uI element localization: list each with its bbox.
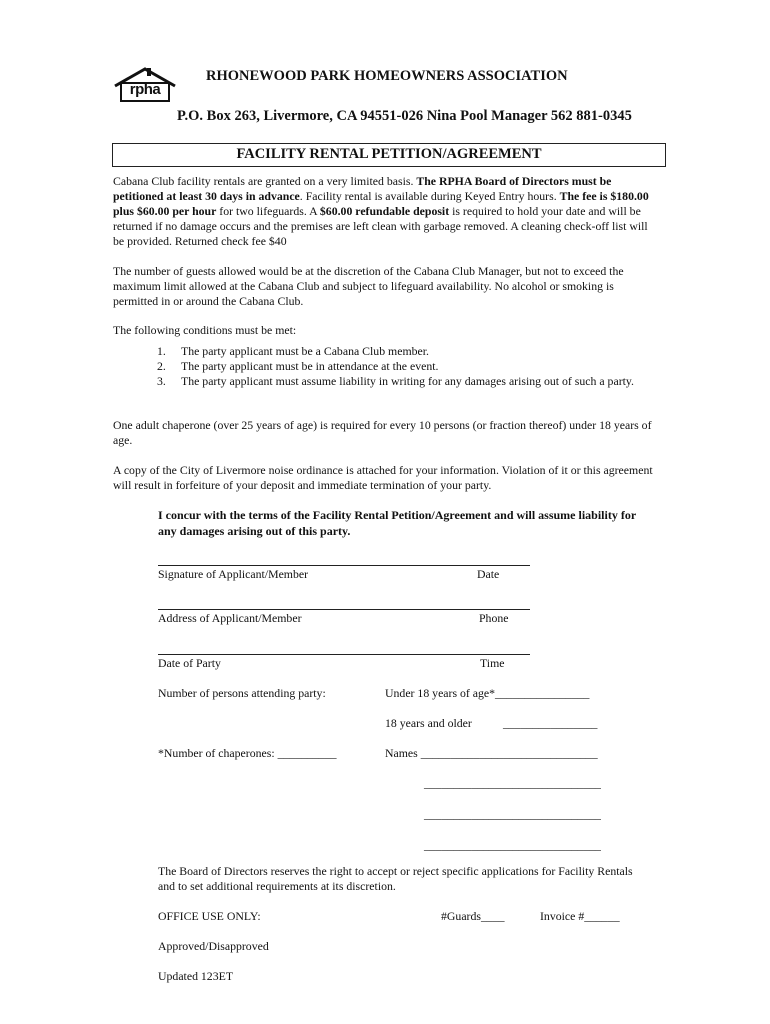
list-number: 2.: [157, 359, 166, 373]
intro-text-4: is required to hold your date and will be returned if no damage occurs and the premises are left clean with garbage removed. A cleaning check-off list will be provided. Returned check fee $40: [113, 204, 648, 248]
address-line[interactable]: [158, 609, 530, 610]
org-address: P.O. Box 263, Livermore, CA 94551-026 Nina Pool Manager 562 881-0345: [177, 108, 632, 124]
intro-paragraph: [113, 174, 658, 249]
list-text: The party applicant must assume liability in writing for any damages arising out of such a party.: [181, 374, 634, 388]
intro-text-2: . Facility rental is available during Keyed Entry hours.: [299, 189, 560, 203]
over18-field[interactable]: ________________: [503, 716, 598, 730]
rpha-logo: [113, 66, 177, 102]
intro-bold-fee: The fee is $180.00 plus $60.00 per hour: [113, 189, 649, 218]
names-field-2[interactable]: ______________________________: [424, 776, 601, 790]
chaperone-paragraph: One adult chaperone (over 25 years of age) is required for every 10 persons (or fraction thereof) under 18 years of age.: [113, 418, 652, 447]
signature-label: Signature of Applicant/Member: [158, 567, 309, 581]
conditions-list: [157, 344, 657, 389]
phone-label: Phone: [479, 611, 509, 625]
form-title-box: [112, 143, 666, 167]
list-number: 3.: [157, 374, 166, 388]
list-item: [157, 359, 657, 374]
time-label: Time: [480, 656, 505, 670]
list-text: The party applicant must be in attendance at the event.: [181, 359, 439, 373]
intro-bold-deposit: $60.00 refundable deposit: [319, 204, 450, 218]
updated-note: Updated 123ET: [158, 969, 234, 983]
names-field-3[interactable]: ______________________________: [424, 807, 601, 821]
guards-field[interactable]: #Guards____: [441, 909, 505, 923]
org-title: RHONEWOOD PARK HOMEOWNERS ASSOCIATION: [206, 68, 568, 84]
approval-status: Approved/Disapproved: [158, 939, 269, 953]
over18-label: 18 years and older: [385, 716, 472, 730]
noise-paragraph: A copy of the City of Livermore noise ordinance is attached for your information. Violation of it or this agreement will result in forfeiture of your deposit and immediate termination of your party.: [113, 463, 653, 492]
logo-text: rpha: [129, 81, 161, 98]
party-date-label: Date of Party: [158, 656, 221, 670]
invoice-field[interactable]: Invoice #______: [540, 909, 620, 923]
under18-field[interactable]: Under 18 years of age*________________: [385, 686, 590, 700]
intro-text-3: for two lifeguards. A: [216, 204, 320, 218]
list-number: 1.: [157, 344, 166, 358]
board-paragraph: The Board of Directors reserves the right to accept or reject specific applications for Facility Rentals and to set additional requirements at its discretion.: [158, 864, 633, 893]
names-field[interactable]: Names ______________________________: [385, 746, 598, 760]
intro-bold-petition: The RPHA Board of Directors must be petitioned at least 30 days in advance: [113, 174, 612, 203]
persons-label: Number of persons attending party:: [158, 686, 326, 700]
party-date-line[interactable]: [158, 654, 530, 655]
intro-text-1: Cabana Club facility rentals are granted on a very limited basis.: [113, 174, 417, 188]
form-title: FACILITY RENTAL PETITION/AGREEMENT: [236, 146, 542, 162]
guests-paragraph: The number of guests allowed would be at the discretion of the Cabana Club Manager, but not to exceed the maximum limit allowed at the Cabana Club and subject to lifeguard availability. No alcohol or smoking is permitted in or around the Cabana Club.: [113, 264, 624, 308]
date-label: Date: [477, 567, 500, 581]
chaperones-field[interactable]: *Number of chaperones: __________: [158, 746, 337, 760]
concur-statement: I concur with the terms of the Facility Rental Petition/Agreement and will assume liability for any damages arising out of this party.: [158, 508, 636, 538]
list-item: [157, 344, 657, 359]
conditions-intro: The following conditions must be met:: [113, 323, 297, 337]
list-item: [157, 374, 657, 389]
address-label: Address of Applicant/Member: [158, 611, 302, 625]
names-field-4[interactable]: ______________________________: [424, 838, 601, 852]
signature-line[interactable]: [158, 565, 530, 566]
list-text: The party applicant must be a Cabana Club member.: [181, 344, 429, 358]
office-use-label: OFFICE USE ONLY:: [158, 909, 261, 923]
